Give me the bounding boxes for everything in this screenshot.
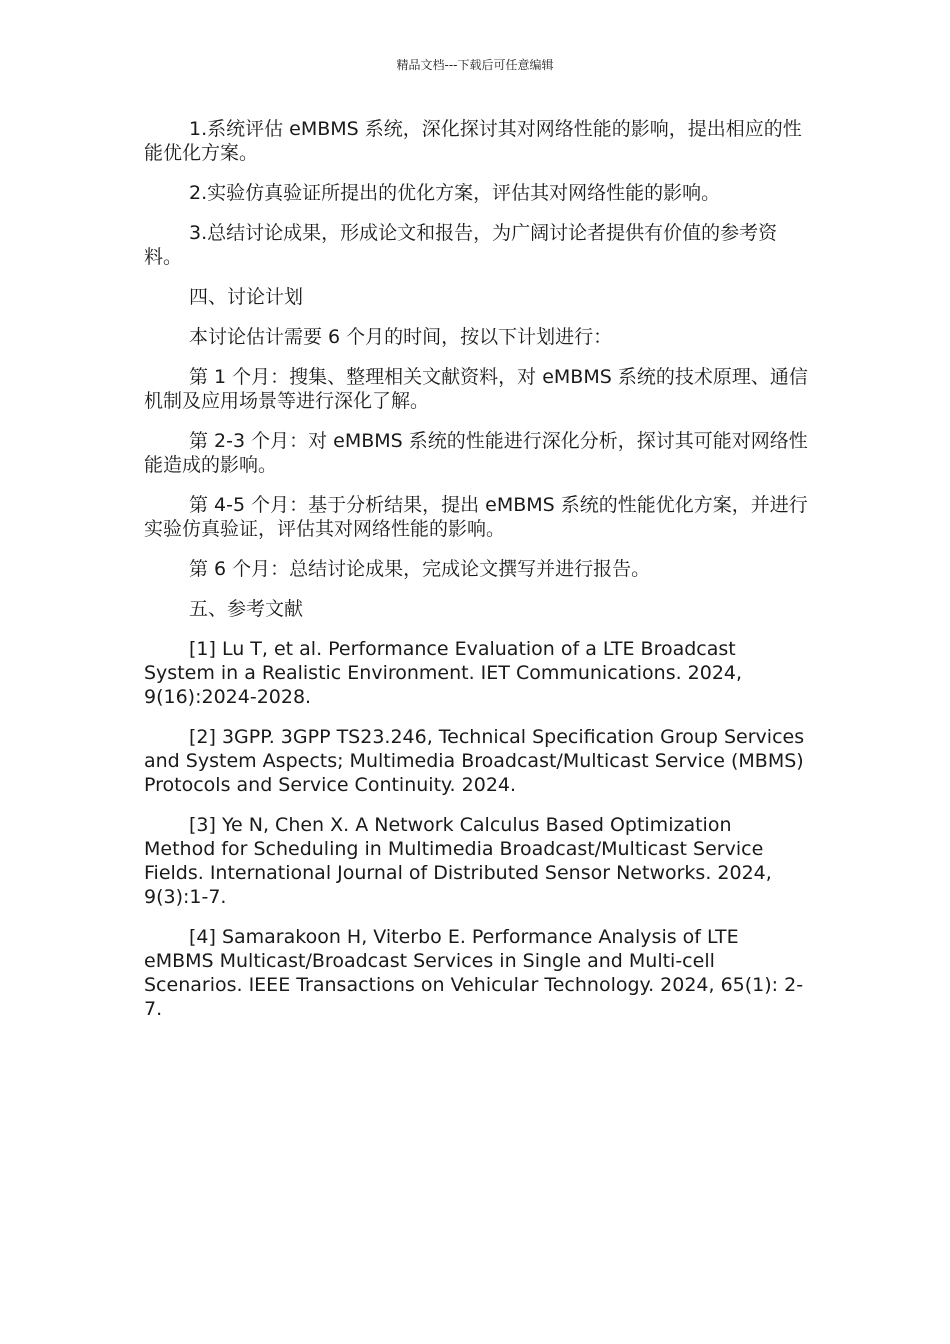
paragraph-plan-month-6: 第 6 个月：总结讨论成果，完成论文撰写并进行报告。 xyxy=(189,558,651,580)
paragraph-plan-month-4-5: 第 4-5 个月：基于分析结果，提出 eMBMS 系统的性能优化方案，并进行实验仿真验证，评估其对网络性能的影响。 xyxy=(144,494,808,540)
reference-item-2: [2] 3GPP. 3GPP TS23.246, Technical Specification Group Services and System Aspects; Multimedia Broadcast/Multicast Service (MBMS) Protocols and Service Continuity. 2024. xyxy=(144,726,805,796)
page-header: 精品文档---下载后可任意编辑 xyxy=(396,58,554,72)
reference-item-4: [4] Samarakoon H, Viterbo E. Performance Analysis of LTE eMBMS Multicast/Broadcast Services in Single and Multi-cell Scenarios. IEEE Transactions on Vehicular Technology. 2024, 65(1): 2-7. xyxy=(144,926,804,1020)
paragraph-objective-1: 1.系统评估 eMBMS 系统，深化探讨其对网络性能的影响，提出相应的性能优化方案。 xyxy=(144,118,802,164)
section-heading-plan: 四、讨论计划 xyxy=(189,286,304,308)
paragraph-objective-2: 2.实验仿真验证所提出的优化方案，评估其对网络性能的影响。 xyxy=(189,182,721,204)
reference-item-3: [3] Ye N, Chen X. A Network Calculus Based Optimization Method for Scheduling in Multimedia Broadcast/Multicast Service Fields. International Journal of Distributed Sensor Networks. 2024, 9(3):1-7. xyxy=(144,814,772,908)
paragraph-plan-month-2-3: 第 2-3 个月：对 eMBMS 系统的性能进行深化分析，探讨其可能对网络性能造成的影响。 xyxy=(144,430,808,476)
section-heading-references: 五、参考文献 xyxy=(189,598,304,620)
document-body xyxy=(144,117,808,1037)
paragraph-plan-month-1: 第 1 个月：搜集、整理相关文献资料，对 eMBMS 系统的技术原理、通信机制及应用场景等进行深化了解。 xyxy=(144,366,808,412)
paragraph-plan-intro: 本讨论估计需要 6 个月的时间，按以下计划进行： xyxy=(189,326,613,348)
reference-item-1: [1] Lu T, et al. Performance Evaluation of a LTE Broadcast System in a Realistic Environment. IET Communications. 2024, 9(16):2024-2028. xyxy=(144,638,743,708)
paragraph-objective-3: 3.总结讨论成果，形成论文和报告，为广阔讨论者提供有价值的参考资料。 xyxy=(144,222,778,268)
